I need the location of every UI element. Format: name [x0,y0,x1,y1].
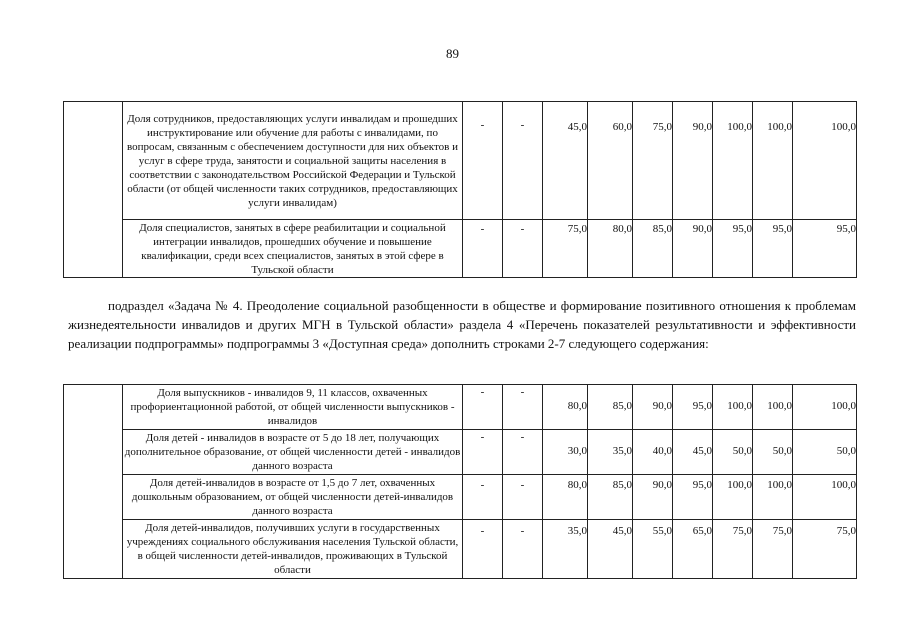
value-cell: 95,0 [673,475,713,520]
number-cell [64,102,123,278]
empty-value-cell: - [463,385,503,430]
value-cell: 65,0 [673,520,713,579]
value-cell: 100,0 [753,475,793,520]
value-cell: 75,0 [633,102,673,220]
value-cell: 100,0 [793,475,857,520]
value-cell: 85,0 [588,475,633,520]
empty-value-cell: - [463,520,503,579]
value-cell: 75,0 [793,520,857,579]
value-cell: 95,0 [713,220,753,278]
value-cell: 90,0 [633,385,673,430]
value-cell: 100,0 [793,102,857,220]
empty-value-cell: - [503,520,543,579]
value-cell: 100,0 [713,102,753,220]
value-cell: 85,0 [588,385,633,430]
empty-value-cell: - [503,220,543,278]
value-cell: 100,0 [713,385,753,430]
value-cell: 50,0 [753,430,793,475]
table-row [64,102,857,220]
value-cell: 55,0 [633,520,673,579]
table-row [64,475,857,520]
indicator-description: Доля сотрудников, предоставляющих услуги инвалидам и прошедших инструктирование или обучение для работы с инвалидами, по вопросам, связанным с обеспечением доступности для них объектов и услуг в сфере труда, занятости и социальной защиты населения в соответствии с законодательством Российской Федерации и Тульской области (от общей численности таких сотрудников, предоставляющих услуги инвалидам) [123,102,463,220]
value-cell: 100,0 [753,102,793,220]
indicator-table-2 [63,384,857,579]
value-cell: 50,0 [713,430,753,475]
value-cell: 50,0 [793,430,857,475]
empty-value-cell: - [463,430,503,475]
value-cell: 80,0 [588,220,633,278]
empty-value-cell: - [503,102,543,220]
value-cell: 90,0 [633,475,673,520]
indicator-description: Доля выпускников - инвалидов 9, 11 классов, охваченных профориентационной работой, от общей численности выпускников - инвалидов [123,385,463,430]
value-cell: 45,0 [673,430,713,475]
value-cell: 30,0 [543,430,588,475]
value-cell: 40,0 [633,430,673,475]
number-cell [64,385,123,579]
value-cell: 90,0 [673,220,713,278]
empty-value-cell: - [503,430,543,475]
table-row [64,520,857,579]
value-cell: 60,0 [588,102,633,220]
section-amendment-text [68,296,856,353]
empty-value-cell: - [503,385,543,430]
empty-value-cell: - [463,475,503,520]
value-cell: 90,0 [673,102,713,220]
indicator-table-1 [63,101,857,278]
value-cell: 100,0 [793,385,857,430]
empty-value-cell: - [463,220,503,278]
indicator-description: Доля детей-инвалидов, получивших услуги в государственных учреждениях социального обслуживания населения Тульской области, в общей численности детей-инвалидов, проживающих в Тульской области [123,520,463,579]
empty-value-cell: - [463,102,503,220]
value-cell: 95,0 [753,220,793,278]
value-cell: 75,0 [753,520,793,579]
table-row [64,430,857,475]
table-row [64,385,857,430]
section-amendment-paragraph: подраздел «Задача № 4. Преодоление социальной разобщенности в обществе и формирование позитивного отношения к проблемам жизнедеятельности инвалидов и других МГН в Тульской области» раздела 4 «Перечень показателей результативности и эффективности реализации подпрограммы» подпрограммы 3 «Доступная среда» дополнить строками 2-7 следующего содержания: [68,298,856,351]
indicator-description: Доля специалистов, занятых в сфере реабилитации и социальной интеграции инвалидов, прошедших обучение и повышение квалификации, среди всех специалистов, занятых в этой сфере в Тульской области [123,220,463,278]
value-cell: 35,0 [588,430,633,475]
empty-value-cell: - [503,475,543,520]
value-cell: 35,0 [543,520,588,579]
value-cell: 80,0 [543,475,588,520]
value-cell: 95,0 [793,220,857,278]
value-cell: 95,0 [673,385,713,430]
value-cell: 45,0 [588,520,633,579]
indicator-description: Доля детей-инвалидов в возрасте от 1,5 до 7 лет, охваченных дошкольным образованием, от общей численности детей-инвалидов данного возраста [123,475,463,520]
value-cell: 45,0 [543,102,588,220]
value-cell: 75,0 [543,220,588,278]
page-number: 89 [446,46,459,61]
value-cell: 80,0 [543,385,588,430]
value-cell: 75,0 [713,520,753,579]
indicator-description: Доля детей - инвалидов в возрасте от 5 до 18 лет, получающих дополнительное образование, от общей численности детей - инвалидов данного возраста [123,430,463,475]
value-cell: 100,0 [753,385,793,430]
value-cell: 100,0 [713,475,753,520]
value-cell: 85,0 [633,220,673,278]
table-row [64,220,857,278]
